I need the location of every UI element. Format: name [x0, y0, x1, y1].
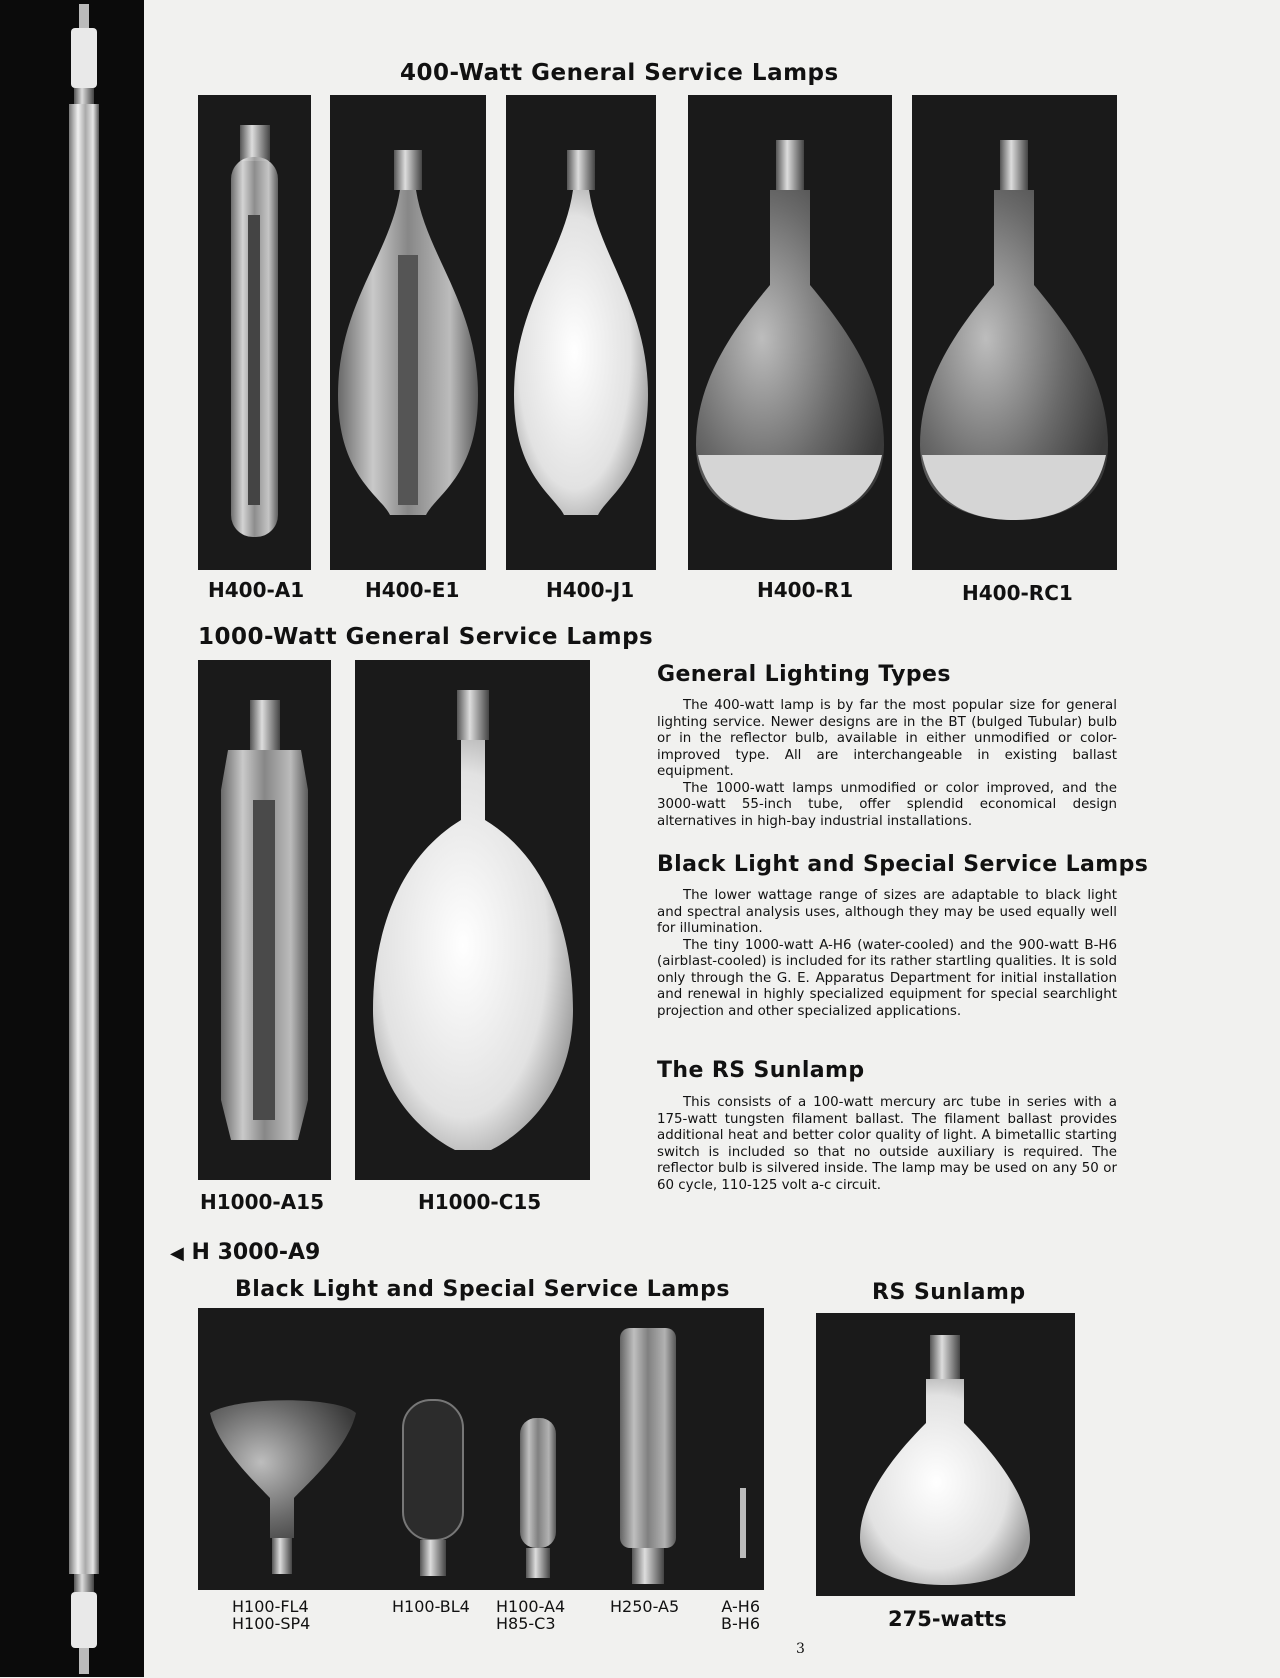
label-h400-a1: H400-A1	[208, 578, 305, 602]
label-h100-bl4	[392, 1598, 470, 1615]
general-paragraph-2: The 1000-watt lamps unmodified or color improved, and the 3000-watt 55-inch tube, offer splendid economical design alternatives in high-bay industrial installations.	[657, 780, 1117, 829]
label-h1000-c15: H1000-C15	[418, 1190, 542, 1214]
label-h100-fl4-sp4	[232, 1598, 310, 1632]
general-lighting-body	[657, 698, 1117, 830]
rs-sunlamp-body	[657, 1095, 1117, 1194]
label-h400-j1: H400-J1	[546, 578, 635, 602]
label-h400-e1: H400-E1	[365, 578, 460, 602]
side-label-h3000	[170, 1240, 320, 1265]
label-h100-a4-h85-c3	[496, 1598, 565, 1632]
h3000-a9-lamp-photo	[62, 4, 106, 1674]
label-h400-rc1: H400-RC1	[962, 581, 1073, 605]
black-light-title: Black Light and Special Service Lamps	[657, 852, 1149, 877]
general-lighting-title: General Lighting Types	[657, 662, 951, 687]
label-h100-fl4: H100-FL4	[232, 1597, 309, 1616]
heading-1000-watt: 1000-Watt General Service Lamps	[198, 624, 654, 650]
rs-sunlamp-title: The RS Sunlamp	[657, 1058, 865, 1083]
side-label-text: H 3000-A9	[191, 1240, 321, 1265]
h400-rc1-photo	[912, 95, 1117, 570]
label-h250-a5	[610, 1598, 679, 1615]
h400-e1-photo	[330, 95, 486, 570]
label-h1000-a15: H1000-A15	[200, 1190, 325, 1214]
black-paragraph-1: The lower wattage range of sizes are adaptable to black light and spectral analysis uses, although they may be used equally well for illumination.	[657, 888, 1117, 936]
heading-400-watt: 400-Watt General Service Lamps	[400, 60, 839, 86]
h400-j1-photo	[506, 95, 656, 570]
h400-r1-photo	[688, 95, 892, 570]
h1000-a15-photo	[198, 660, 331, 1180]
arrow-left-icon: ◀	[170, 1243, 184, 1264]
label-h85-c3: H85-C3	[496, 1614, 556, 1633]
label-b-h6: B-H6	[721, 1614, 760, 1633]
h400-a1-photo	[198, 95, 311, 570]
black-light-body	[657, 888, 1117, 1020]
label-h100-bl4-text: H100-BL4	[392, 1597, 470, 1616]
black-light-lamps-photo	[198, 1308, 764, 1590]
label-a-h6: A-H6	[721, 1597, 760, 1616]
label-h100-sp4: H100-SP4	[232, 1614, 311, 1633]
general-paragraph-1: The 400-watt lamp is by far the most popular size for general lighting service. Newer designs are in the BT (bulged Tubular) bulb or in the reflector bulb, available in either unmodified or color-improved type. All are interchangeable in existing ballast equipment.	[657, 698, 1117, 779]
label-a-h6-b-h6	[710, 1598, 760, 1632]
rs-sunlamp-photo	[816, 1313, 1075, 1596]
rs-paragraph-1: This consists of a 100-watt mercury arc tube in series with a 175-watt tungsten filament ballast. The filament ballast provides additional heat and better color quality of light. A bimetallic starting switch is included so that no outside auxiliary is required. The reflector bulb is silvered inside. The lamp may be used on any 50 or 60 cycle, 110-125 volt a-c circuit.	[657, 1095, 1117, 1193]
black-paragraph-2: The tiny 1000-watt A-H6 (water-cooled) and the 900-watt B-H6 (airblast-cooled) is included for its rather startling qualities. It is sold only through the G. E. Apparatus Department for initial installation and renewal in highly specialized equipment for special searchlight projection and other specialized applications.	[657, 937, 1117, 1019]
heading-black-light: Black Light and Special Service Lamps	[235, 1277, 730, 1302]
h1000-c15-photo	[355, 660, 590, 1180]
label-h100-a4: H100-A4	[496, 1597, 566, 1616]
label-h250-a5-text: H250-A5	[610, 1597, 680, 1616]
rs-sunlamp-caption: 275-watts	[888, 1607, 1007, 1631]
heading-rs-sunlamp: RS Sunlamp	[872, 1280, 1026, 1305]
page-number: 3	[796, 1641, 805, 1657]
label-h400-r1: H400-R1	[757, 578, 854, 602]
